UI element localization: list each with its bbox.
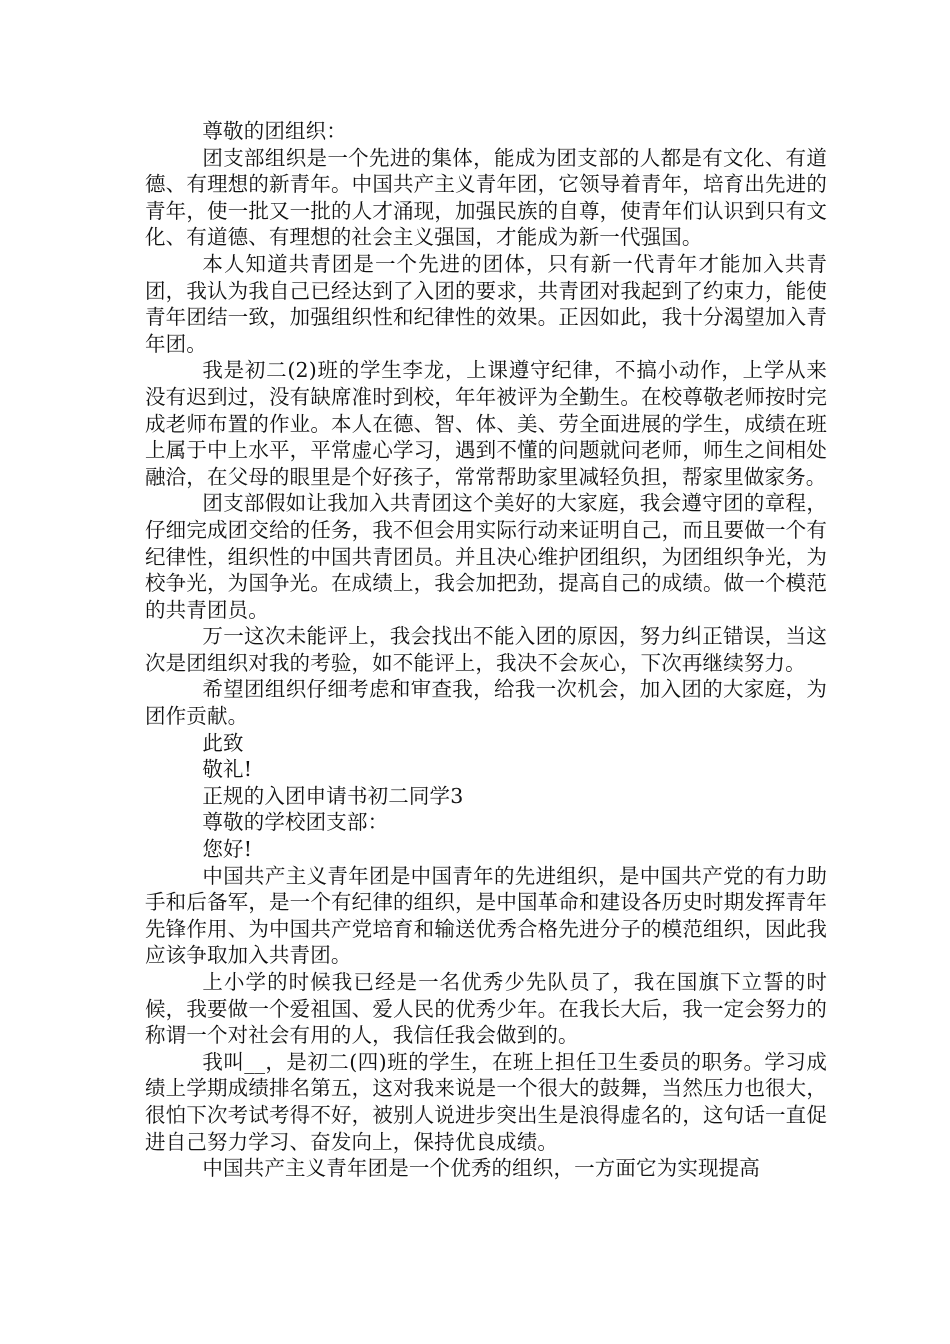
body-paragraph: 团支部假如让我加入共青团这个美好的大家庭，我会遵守团的章程，仔细完成团交给的任务，我不但会用实际行动来证明自己，而且要做一个有纪律性，组织性的中国共青团员。并且决心维护团组织，为团组织争光，为校争光，为国争光。在成绩上，我会加把劲，提高自己的成绩。做一个模范的共青团员。 — [145, 491, 827, 622]
body-paragraph: 希望团组织仔细考虑和审查我，给我一次机会，加入团的大家庭，为团作贡献。 — [145, 677, 827, 729]
body-paragraph: 团支部组织是一个先进的集体，能成为团支部的人都是有文化、有道德、有理想的新青年。中国共产主义青年团，它领导着青年，培育出先进的青年，使一批又一批的人才涌现，加强民族的自尊，使青年们认识到只有文化、有道德、有理想的社会主义强国，才能成为新一代强国。 — [145, 145, 827, 250]
body-paragraph: 我是初二(2)班的学生李龙，上课遵守纪律，不搞小动作，上学从来没有迟到过，没有缺席准时到校，年年被评为全勤生。在校尊敬老师按时完成老师布置的作业。本人在德、智、体、美、劳全面进展的学生，成绩在班上属于中上水平，平常虚心学习，遇到不懂的问题就问老师，师生之间相处融洽，在父母的眼里是个好孩子，常常帮助家里减轻负担，帮家里做家务。 — [145, 358, 827, 489]
body-paragraph: 本人知道共青团是一个先进的团体，只有新一代青年才能加入共青团，我认为我自己已经达到了入团的要求，共青团对我起到了约束力，能使青年团结一致，加强组织性和纪律性的效果。正因如此，我十分渴望加入青年团。 — [145, 251, 827, 356]
body-paragraph: 万一这次未能评上，我会找出不能入团的原因，努力纠正错误，当这次是团组织对我的考验，如不能评上，我决不会灰心，下次再继续努力。 — [145, 624, 827, 675]
closing-line: 敬礼! — [202, 757, 253, 782]
body-paragraph: 上小学的时候我已经是一名优秀少先队员了，我在国旗下立誓的时候，我要做一个爱祖国、爱人民的优秀少年。在我长大后，我一定会努力的称谓一个对社会有用的人，我信任我会做到的。 — [145, 970, 827, 1048]
section-title: 正规的入团申请书初二同学3 — [202, 783, 464, 808]
body-paragraph: 中国共产主义青年团是中国青年的先进组织，是中国共产党的有力助手和后备军，是一个有纪律的组织，是中国革命和建设各历史时期发挥青年先锋作用、为中国共产党培育和输送优秀合格先进分子的模范组织，因此我应该争取加入共青团。 — [145, 863, 827, 968]
body-paragraph: 中国共产主义青年团是一个优秀的组织，一方面它为实现提高 — [202, 1156, 760, 1181]
body-paragraph: 我叫__，是初二(四)班的学生，在班上担任卫生委员的职务。学习成绩上学期成绩排名第五，这对我来说是一个很大的鼓舞，当然压力也很大，很怕下次考试考得不好，被别人说进步突出生是浪得虚名的，这句话一直促进自己努力学习、奋发向上，保持优良成绩。 — [145, 1049, 827, 1154]
document-page — [145, 118, 827, 1182]
closing-line: 此致 — [202, 730, 244, 755]
salutation: 尊敬的团组织： — [202, 119, 347, 143]
salutation: 尊敬的学校团支部： — [202, 810, 389, 835]
greeting: 您好! — [202, 837, 253, 862]
